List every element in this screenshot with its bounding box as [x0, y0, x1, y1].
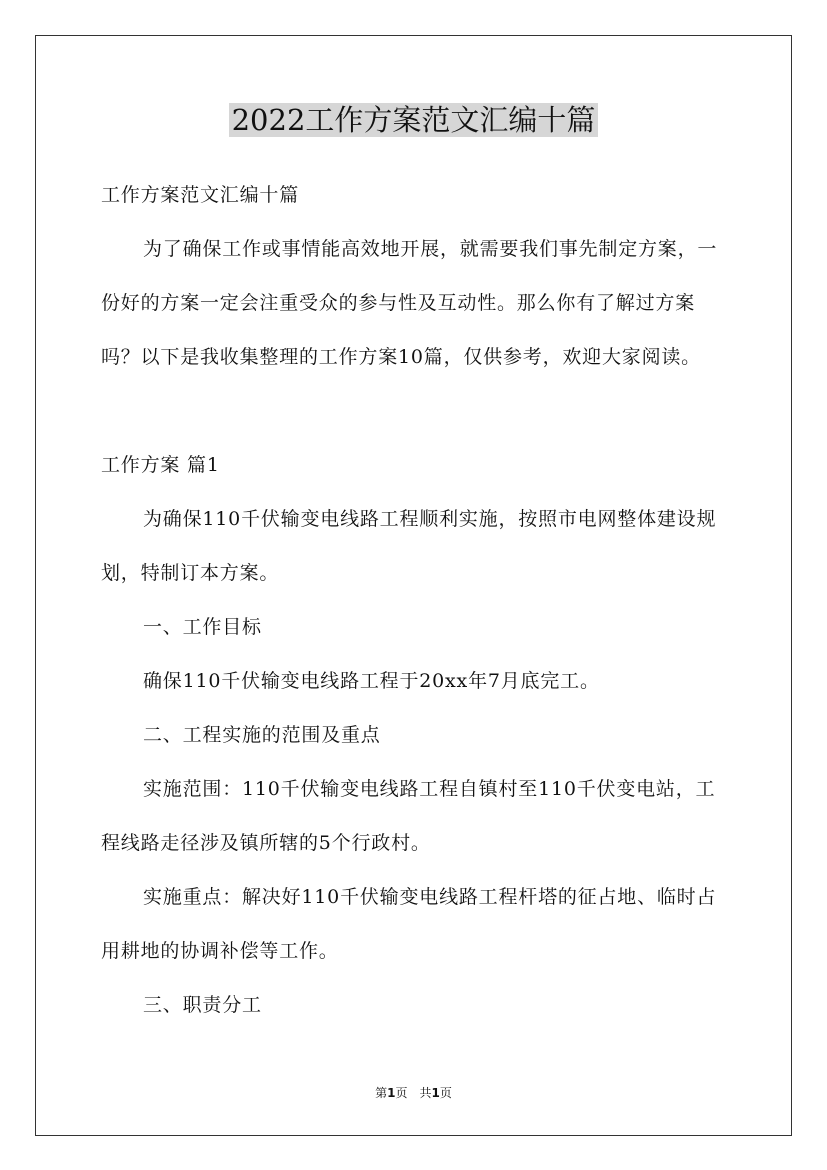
page-suffix: 页 [439, 1086, 452, 1100]
document-title [0, 98, 827, 142]
page-mid: 页 共 [395, 1086, 432, 1100]
page-prefix: 第 [375, 1086, 388, 1100]
page-footer [0, 1084, 827, 1102]
document-title-text: 2022工作方案范文汇编十篇 [229, 103, 599, 137]
intro-paragraph: 为了确保工作或事情能高效地开展，就需要我们事先制定方案，一份好的方案一定会注重受众的参与性及互动性。那么你有了解过方案吗？以下是我收集整理的工作方案10篇，仅供参考，欢迎大家阅读。 [101, 238, 718, 368]
goal-paragraph: 确保110千伏输变电线路工程于20xx年7月底完工。 [143, 670, 600, 692]
heading-duties: 三、职责分工 [143, 994, 262, 1016]
focus-paragraph: 实施重点：解决好110千伏输变电线路工程杆塔的征占地、临时占用耕地的协调补偿等工作。 [101, 886, 717, 962]
section-heading: 工作方案 篇1 [101, 454, 220, 476]
scope-paragraph: 实施范围：110千伏输变电线路工程自镇村至110千伏变电站，工程线路走径涉及镇所辖的5个行政村。 [101, 778, 716, 854]
document-subtitle: 工作方案范文汇编十篇 [101, 184, 300, 206]
page-current-number: 1 [387, 1086, 396, 1100]
section-intro-paragraph: 为确保110千伏输变电线路工程顺利实施，按照市电网整体建设规划，特制订本方案。 [101, 508, 717, 584]
heading-goal: 一、工作目标 [143, 616, 262, 638]
page-total-number: 1 [431, 1086, 440, 1100]
heading-scope: 二、工程实施的范围及重点 [143, 724, 381, 746]
